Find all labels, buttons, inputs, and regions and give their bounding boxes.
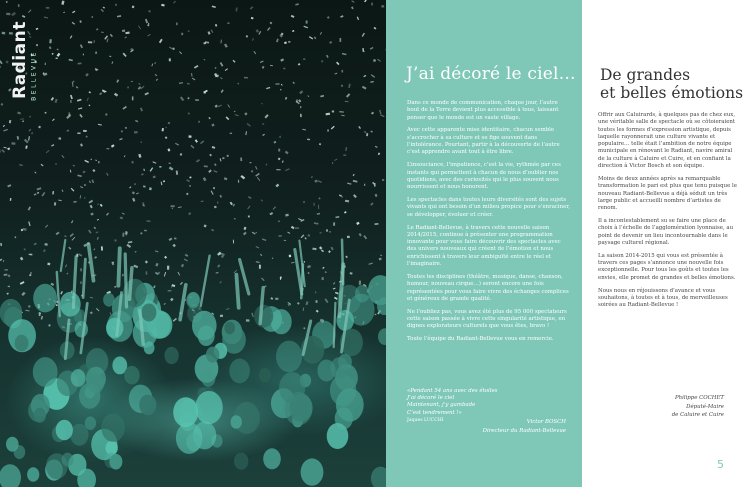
editorial-paragraph: Les spectacles dans toutes leurs diversités sont des sujets vivants qui ont besoin d’un milieu propice pour s’enraciner, se développer, évoluer et créer.	[407, 197, 571, 218]
page-number: 5	[717, 458, 724, 471]
signature-role: de Caluire et Cuire	[671, 412, 724, 419]
quote-reference: Jaques LUCCHI	[407, 417, 444, 423]
mayor-signature	[672, 394, 724, 420]
editorial-paragraph: Le Radiant-Bellevue, à travers cette nouvelle saison 2014/2015, continue à présenter une programmation innovante pour vous faire découvrir des spectacles avec des univers nouveaux qui créent de l’émotion et nous enrichissent à travers leur ambiguïté entre le réel et l’imaginaire.	[407, 224, 561, 268]
editorial-body	[407, 100, 570, 349]
quote-line: «Pendant 54 ans avec des étoiles	[407, 388, 498, 394]
signature-name: Victor BOSCH	[526, 419, 566, 425]
signature-name: Philippe COCHET	[675, 395, 724, 401]
logo-sub: BELLEVUE	[30, 50, 38, 101]
mayor-paragraph: Nous nous en réjouissons d’avance et vous souhaitons, à toutes et à tous, de merveilleuses soirées au Radiant-Bellevue !	[598, 287, 728, 309]
director-signature	[483, 418, 566, 436]
mayor-paragraph: Moins de deux années après sa remarquable transformation le pari est plus que tenu puisque le nouveau Radiant-Bellevue a déjà séduit un très large public et accueilli nombre d’artistes de renom.	[598, 175, 737, 212]
mayor-paragraph: La saison 2014-2015 qui vous est présentée à travers ces pages s’annonce une nouvelle fois exceptionnelle. Pour tous les goûts et toutes les envies, elle promet de grandes et belles émotions.	[598, 252, 736, 281]
mayor-paragraph: Il a incontestablement su se faire une place de choix à l’échelle de l’agglomération lyonnaise, au point de devenir un lieu incontournable dans le paysage culturel régional.	[598, 218, 734, 246]
mayor-message-title	[600, 66, 743, 102]
editorial-paragraph: Avec cette apparente mise identitaire, chacun semble s’accrocher à sa culture et se fige souvent dans l’intolérance. Pourtant, partir à la découverte de l’autre c’est apprendre avant tout à être libre.	[407, 127, 560, 156]
editorial-paragraph: Toute l’équipe du Radiant-Bellevue vous en remercie.	[407, 336, 554, 343]
editorial-paragraph: L’insouciance, l’impatience, c’est la vie, rythmée par ces instants qui permettent à chacun de nous d’oublier nos quotidiens, avec des curiosités qui le plus souvent nous nourrissent et nous honorent.	[407, 162, 561, 191]
quote-line: J’ai décoré le ciel	[407, 395, 455, 402]
mayor-message-body	[598, 112, 738, 315]
mayor-paragraph: Offrir aux Caluirards, à quelques pas de chez eux, une véritable salle de spectacle où se côtoieraient toutes les formes d’expression artistique, depuis laquelle rayonnerait une culture vivante et populaire… telle était l’ambition de notre équipe municipale en rénovant le Radiant, navire amiral de la culture à Caluire et Cuire, et en confiant la direction à Victor Bosch et son équipe.	[598, 112, 736, 170]
mayor-message-panel	[582, 0, 750, 487]
editorial-title: J’ai décoré le ciel…	[406, 64, 576, 84]
signature-role: Directeur du Radiant-Bellevue	[482, 428, 566, 434]
signature-role: Député-Maire	[686, 403, 724, 410]
editorial-paragraph: Ne l’oubliez pas, vous avez été plus de 95 000 spectateurs cette saison passée à vivre cette singularité artistique, en dignes explorateurs culturels que vous êtes, bravo !	[407, 308, 567, 330]
title-line-2: et belles émotions	[600, 84, 744, 102]
radiant-bellevue-logo	[8, 10, 38, 120]
quote-line: C’est tendrement !»	[407, 409, 462, 416]
editorial-paragraph: Toutes les disciplines (théâtre, musique, danse, chanson, humour, nouveau cirque…) seront encore une fois représentées pour vous faire vivre des échanges complices et généreux de grande qualité.	[407, 273, 569, 302]
editorial-paragraph: Dans ce monde de communication, chaque jour, l’autre bout de la Terre devient plus accessible à tous, laissant penser que le monde est un vaste village.	[407, 100, 559, 121]
editorial-panel	[386, 0, 582, 487]
title-line-1: De grandes	[600, 66, 691, 84]
logo-name: Radiant	[10, 21, 30, 99]
quote-line: Maintenant, j’y gambade	[407, 402, 476, 409]
